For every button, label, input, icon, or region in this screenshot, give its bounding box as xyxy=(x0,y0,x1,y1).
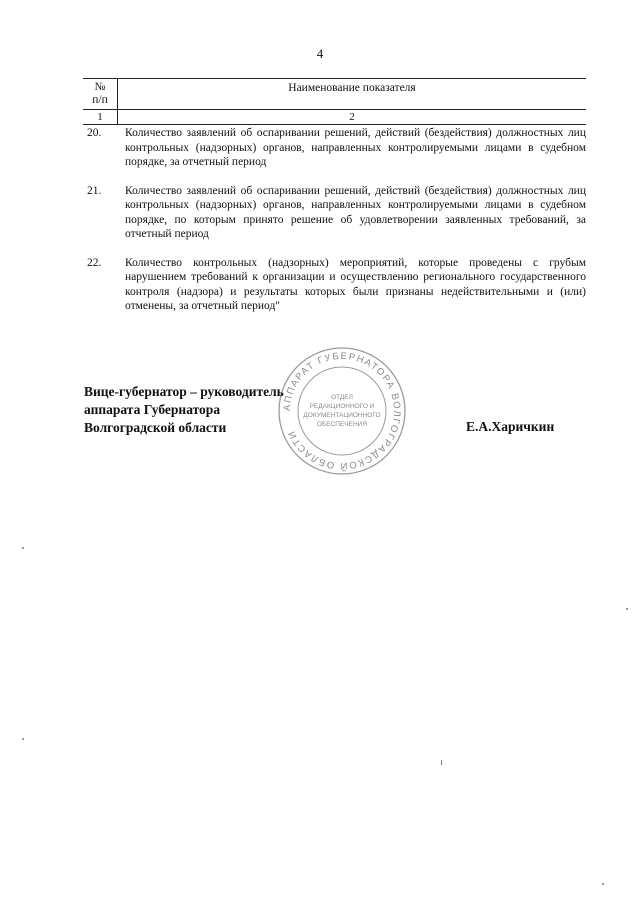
stamp-inner-line2: РЕДАКЦИОННОГО И xyxy=(309,403,375,410)
stamp-inner-line1: ОТДЕЛ xyxy=(331,394,353,401)
column-number-header xyxy=(83,79,118,109)
scan-speck xyxy=(626,608,628,610)
scan-speck xyxy=(441,760,442,765)
column-2-number: 2 xyxy=(349,111,355,123)
signatory-name: Е.А.Харичкин xyxy=(466,419,555,434)
column-number-header-line1: № xyxy=(94,81,106,93)
column-1-number: 1 xyxy=(83,110,118,124)
indicator-number: 21. xyxy=(87,184,102,197)
header-row xyxy=(83,78,586,110)
column-name-header: Наименование показателя xyxy=(288,82,416,94)
column-numbering-row xyxy=(83,110,586,125)
page-number: 4 xyxy=(316,46,324,61)
column-number-header-line2: п/п xyxy=(92,94,108,106)
indicator-row xyxy=(83,126,586,170)
official-stamp xyxy=(276,345,408,477)
indicator-list xyxy=(83,126,586,328)
indicator-text: Количество заявлений об оспаривании решений, действий (бездействия) должностных лиц контрольных (надзорных) органов, направленных контролируемыми лицами в судебном порядке, за отчетный период xyxy=(125,127,586,168)
signatory-title-line1: Вице-губернатор – руководитель xyxy=(84,384,284,399)
indicator-number: 20. xyxy=(87,127,102,139)
indicator-number: 22. xyxy=(87,256,102,269)
scan-speck xyxy=(22,547,24,549)
stamp-outer-text: АППАРАТ ГУБЕРНАТОРА ВОЛГОГРАДСКОЙ ОБЛАСТИ xyxy=(281,350,403,472)
scan-speck xyxy=(602,883,604,885)
signatory-title-line3: Волгоградской области xyxy=(84,420,227,435)
indicator-text: Количество контрольных (надзорных) мероприятий, которые проведены с грубым нарушением требований к организации и осуществлению регионального государственного контроля (надзора) и результаты которых были признаны недействительными и (или) отменены, за отчетный период" xyxy=(125,256,586,312)
indicator-text: Количество заявлений об оспаривании решений, действий (бездействия) должностных лиц контрольных (надзорных) органов, направленных контролируемыми лицами в судебном порядке, по которым принято решение об удовлетворении заявленных требований, за отчетный период xyxy=(125,184,586,240)
signatory-title-line2: аппарата Губернатора xyxy=(84,402,221,417)
stamp-inner-ring xyxy=(298,367,386,455)
indicator-row xyxy=(83,184,586,242)
stamp-inner-line4: ОБЕСПЕЧЕНИЯ xyxy=(316,421,368,428)
indicator-row xyxy=(83,256,586,314)
signatory-title xyxy=(84,383,284,437)
scan-speck xyxy=(22,738,24,740)
indicator-table-header xyxy=(83,78,586,125)
stamp-inner-line3: ДОКУМЕНТАЦИОННОГО xyxy=(303,412,381,419)
